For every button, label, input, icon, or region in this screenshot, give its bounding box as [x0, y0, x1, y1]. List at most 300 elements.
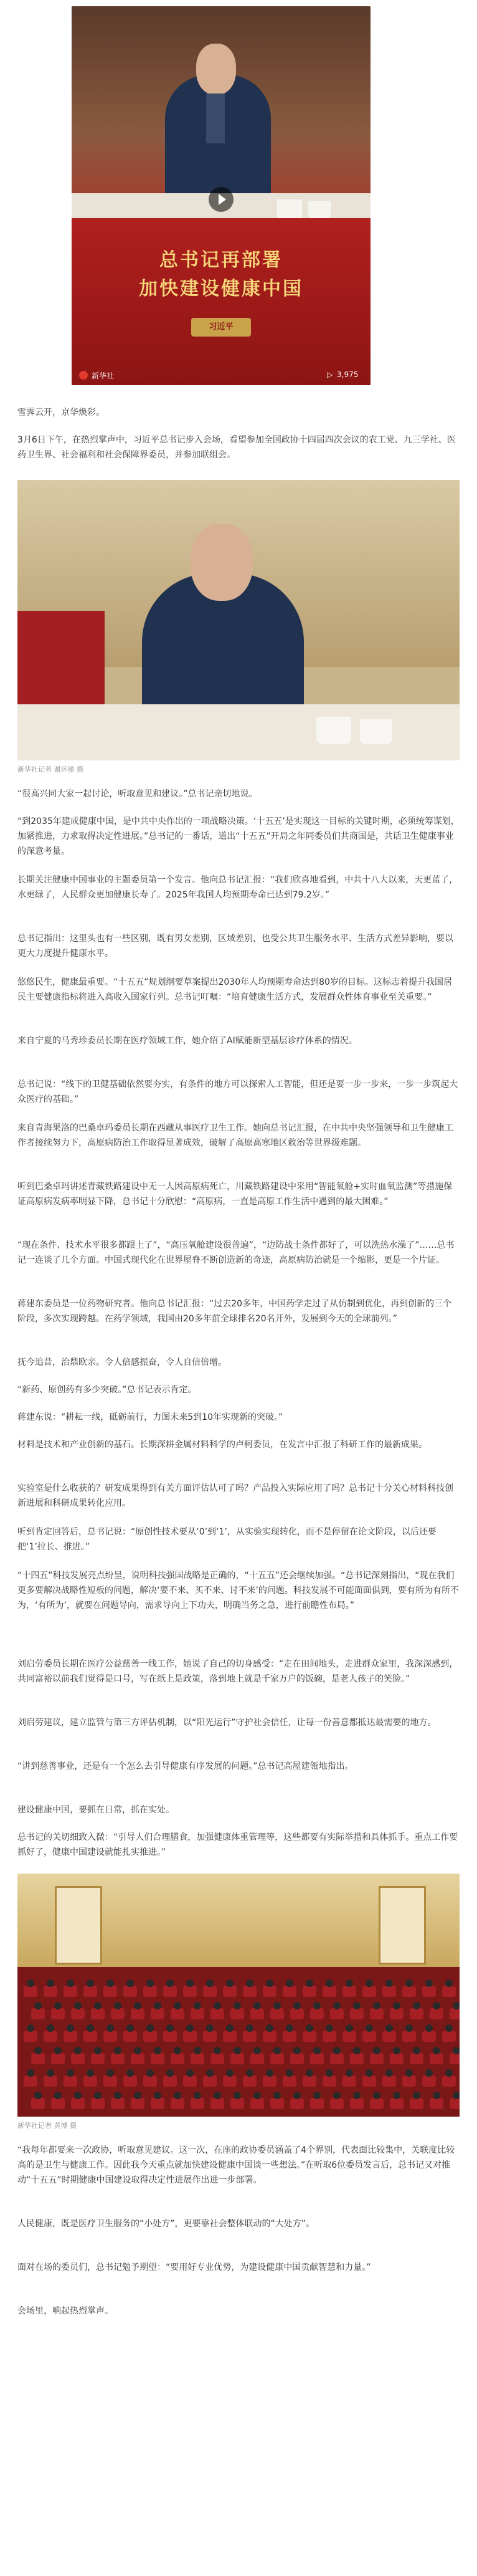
attendee	[134, 2092, 141, 2099]
paragraph: 总书记说：“线下的卫健基础依然要夯实，有条件的地方可以探索人工智能，但还是要一步一步来，一步一步筑起大众医疗的基础。”	[17, 1080, 458, 1104]
hall-seat	[310, 2053, 324, 2064]
attendee	[114, 2047, 121, 2054]
hall-seat	[422, 1986, 436, 1997]
hall-seat	[350, 2008, 364, 2019]
hall-seat	[290, 2053, 304, 2064]
attendee	[34, 2092, 42, 2099]
attendee	[106, 2069, 114, 2077]
attendee	[413, 2002, 420, 2009]
attendee	[174, 2092, 181, 2099]
hall-seat	[44, 1986, 57, 1997]
attendee	[67, 1980, 74, 1987]
hall-seat	[44, 2076, 57, 2087]
paragraph: 会场里，响起热烈掌声。	[17, 2306, 113, 2316]
hall-seat	[303, 1986, 316, 1997]
hall-seat	[123, 2031, 137, 2042]
attendee	[47, 2024, 54, 2032]
hall-seat	[151, 2053, 164, 2064]
hall-seat	[442, 2031, 456, 2042]
attendee	[67, 2024, 74, 2032]
attendee	[385, 2069, 393, 2077]
video-info-bar	[72, 365, 371, 385]
hall-seat	[442, 1986, 456, 1997]
attendee	[234, 2002, 241, 2009]
attendee	[154, 2002, 161, 2009]
hall-seat	[51, 2053, 65, 2064]
attendee	[174, 2002, 181, 2009]
attendee	[54, 2002, 62, 2009]
hall-seat	[103, 2076, 117, 2087]
hall-seat	[131, 2008, 144, 2019]
hall-seat	[24, 2076, 37, 2087]
attendee	[445, 2024, 453, 2032]
paragraph: “我每年都要来一次政协，听取意见建议。这一次，在座的政协委员涵盖了4个界别，代表面比较集中，关联度比较高的是卫生与健康工作。因此我今天重点就加快建设健康中国谈一些想法。”在听取6位委员发言后，总书记又对推动“十五五”时期健康中国建设取得决定性进展作出进一步部署。	[17, 2145, 455, 2185]
attendee	[146, 2069, 154, 2077]
attendee	[186, 2069, 194, 2077]
video-title-panel	[72, 218, 371, 385]
video-source: 新华社	[92, 371, 115, 380]
hall-seat	[44, 2031, 57, 2042]
paragraph: 听到巴桑卓玛讲述青藏铁路建设中无一人因高原病死亡，川藏铁路建设中采用“智能氧舱+实时血氧监测”等措施保证高原病发病率明显下降，总书记十分欣慰：“高原病，一直是高原工作生活中遇到的最大困难。”	[17, 1182, 453, 1207]
attendee	[134, 2047, 141, 2054]
hall-seat	[270, 2098, 284, 2109]
attendee	[373, 2047, 380, 2054]
hall-seat	[430, 2008, 443, 2019]
attendee	[433, 2002, 440, 2009]
attendee	[54, 2047, 62, 2054]
hall-seat	[64, 2031, 77, 2042]
attendee	[346, 2069, 353, 2077]
attendee	[154, 2092, 161, 2099]
attendee	[306, 2069, 313, 2077]
video-title-line1: 总书记再部署	[159, 249, 283, 271]
paragraph: 总书记指出：这里头也有一些区别，既有男女差别，区域差别，也受公共卫生服务水平、生活方式差异影响，要以更大力度提升健康水平。	[17, 934, 453, 959]
attendee	[146, 2024, 154, 2032]
hall-seat	[230, 2098, 244, 2109]
hall-seat	[111, 2098, 125, 2109]
attendee	[333, 2002, 341, 2009]
attendee	[166, 2024, 174, 2032]
hall-seat	[330, 2053, 344, 2064]
attendee	[413, 2047, 420, 2054]
hall-seat	[250, 2053, 264, 2064]
hall-seat	[191, 2098, 204, 2109]
hall-seat	[323, 1986, 336, 1997]
attendee	[54, 2092, 62, 2099]
attendee	[234, 2047, 241, 2054]
hall-seat	[370, 2008, 384, 2019]
paragraph: “很高兴同大家一起讨论，听取意见和建议。”总书记亲切地说。	[17, 789, 258, 799]
attendee	[226, 1980, 234, 1987]
photo-caption: 新华社记者 黄博 摄	[17, 2122, 77, 2130]
hall-seat	[323, 2031, 336, 2042]
paragraph: 蒋建东说：“耕耘一线，砥砺前行，力图未来5到10年实现新的突破。”	[17, 1412, 283, 1422]
attendee	[313, 2002, 321, 2009]
attendee	[346, 2024, 353, 2032]
hall-seat	[442, 2076, 456, 2087]
hall-seat	[330, 2008, 344, 2019]
play-icon[interactable]	[209, 187, 234, 212]
attendee	[114, 2002, 121, 2009]
attendee	[186, 2024, 194, 2032]
attendee	[87, 2024, 94, 2032]
hall-seat	[330, 2098, 344, 2109]
hall-seat	[263, 1986, 276, 1997]
paragraph: 雪霁云开，京华焕彩。	[17, 408, 105, 418]
attendee	[273, 2047, 281, 2054]
attendee	[433, 2092, 440, 2099]
attendee	[166, 2069, 174, 2077]
hall-seat	[223, 1986, 237, 1997]
paragraph: 蒋建东委员是一位药物研究者。他向总书记汇报：“过去20多年，中国药学走过了从仿制到优化，再到创新的三个阶段，多次实现跨越。在药学领域，我国由20多年前全球排名20名开外，发展到今天的全球前列。”	[17, 1299, 452, 1324]
hall-seat	[31, 2008, 45, 2019]
hall-seat	[243, 2031, 257, 2042]
attendee	[266, 2024, 273, 2032]
hall-seat	[323, 2076, 336, 2087]
paragraph: 材料是技术和产业创新的基石。长期深耕金属材料科学的卢柯委员，在发言中汇报了科研工作的最新成果。	[17, 1440, 427, 1450]
attendee	[174, 2047, 181, 2054]
hall-seat	[123, 2076, 137, 2087]
attendee	[246, 1980, 253, 1987]
attendee	[206, 2024, 214, 2032]
video-photo	[72, 6, 371, 218]
hall-seat	[111, 2008, 125, 2019]
hall-seat	[171, 2053, 184, 2064]
hall-seat	[382, 2076, 396, 2087]
attendee	[34, 2002, 42, 2009]
hall-seat	[402, 2076, 416, 2087]
hall-seat	[303, 2031, 316, 2042]
hall-seat	[422, 2031, 436, 2042]
attendee	[293, 2092, 301, 2099]
attendee	[366, 2024, 373, 2032]
attendee	[206, 1980, 214, 1987]
attendee	[425, 2024, 433, 2032]
hall-seat	[402, 1986, 416, 1997]
hall-seat	[290, 2098, 304, 2109]
paragraph: 来自青海果洛的巴桑卓玛委员长期在西藏从事医疗卫生工作。她向总书记汇报，在中共中央坚强领导和卫生健康工作者接续努力下，高原病防治工作取得显著成效，破解了高原高寒地区救治等世界级难题。	[17, 1123, 453, 1148]
attendee	[326, 2024, 333, 2032]
attendee	[87, 1980, 94, 1987]
hall-seat	[143, 1986, 157, 1997]
hall-seat	[390, 2053, 404, 2064]
hall-seat	[342, 2076, 356, 2087]
hall-seat	[210, 2053, 224, 2064]
attendee	[453, 2047, 460, 2054]
attendee	[405, 1980, 413, 1987]
attendee	[34, 2047, 42, 2054]
hall-seat	[402, 2031, 416, 2042]
hall-seat	[171, 2008, 184, 2019]
hall-seat	[243, 1986, 257, 1997]
hall-seat	[31, 2053, 45, 2064]
attendee	[313, 2092, 321, 2099]
hall-seat	[183, 2031, 197, 2042]
attendee	[306, 1980, 313, 1987]
attendee	[326, 1980, 333, 1987]
attendee	[453, 2002, 460, 2009]
attendee	[246, 2069, 253, 2077]
hall-seat	[131, 2098, 144, 2109]
hall-seat	[310, 2098, 324, 2109]
attendee	[47, 1980, 54, 1987]
brand-seal: 习近平	[191, 318, 251, 337]
hall-seat	[382, 2031, 396, 2042]
hall-seat	[91, 2098, 105, 2109]
attendee	[47, 2069, 54, 2077]
hall-seat	[210, 2098, 224, 2109]
hall-seat	[151, 2008, 164, 2019]
attendee	[445, 2069, 453, 2077]
paragraph: “到2035年建成健康中国，是中共中央作出的一项战略决策。‘十五五’是实现这一目标的关键时期，必须统筹谋划，加紧推进，力求取得决定性进展。”总书记的一番话，道出“十五五”开局之年同委员们共商国是，共话卫生健康事业的深意考量。	[17, 816, 460, 856]
hall-seat	[111, 2053, 125, 2064]
attendee	[253, 2002, 261, 2009]
source-logo-icon	[79, 371, 88, 380]
hall-seat	[203, 2031, 217, 2042]
attendee	[206, 2069, 214, 2077]
hall-seat	[123, 1986, 137, 1997]
hall-seat	[151, 2098, 164, 2109]
attendee	[114, 2092, 121, 2099]
hall-seat	[143, 2031, 157, 2042]
hall-seat	[230, 2008, 244, 2019]
paragraph: 刘启劳建议，建立监管与第三方评估机制，以“阳光运行”守护社会信任，让每一份善意都抵达最需要的地方。	[17, 1718, 437, 1728]
attendee	[74, 2092, 82, 2099]
attendee	[373, 2002, 380, 2009]
hall-seat	[183, 1986, 197, 1997]
hall-seat	[342, 1986, 356, 1997]
hall-seat	[263, 2031, 276, 2042]
hall-seat	[143, 2076, 157, 2087]
attendee	[333, 2092, 341, 2099]
hall-seat	[51, 2008, 65, 2019]
hall-seat	[382, 1986, 396, 1997]
attendee	[425, 1980, 433, 1987]
hall-seat	[450, 2008, 460, 2019]
attendee	[186, 1980, 194, 1987]
attendee	[273, 2092, 281, 2099]
attendee	[94, 2047, 102, 2054]
attendee	[405, 2069, 413, 2077]
attendee	[214, 2047, 221, 2054]
attendee	[405, 2024, 413, 2032]
paragraph: “现在条件、技术水平很多都跟上了”，“高压氧舱建设很普遍”，“边防战士条件都好了，可以洗热水澡了”……总书记一连谈了几个方面。中国式现代化在世界屋脊不断创造新的奇迹，高原病防治就是一个缩影，更是一个片证。	[17, 1240, 455, 1265]
hall-seat	[24, 1986, 37, 1997]
attendee	[425, 2069, 433, 2077]
hall-seat	[163, 2076, 177, 2087]
video-title-line2: 加快建设健康中国	[139, 278, 303, 300]
paragraph: 来自宁夏的马秀珍委员长期在医疗领域工作，她介绍了AI赋能新型基层诊疗体系的情况。	[17, 1036, 357, 1046]
hall-seat	[410, 2053, 423, 2064]
attendee	[226, 2024, 234, 2032]
hall-seat	[163, 1986, 177, 1997]
attendee	[385, 2024, 393, 2032]
hall-seat	[203, 2076, 217, 2087]
hall-seat	[410, 2098, 423, 2109]
attendee	[74, 2047, 82, 2054]
hall-seat	[270, 2053, 284, 2064]
hall-seat	[171, 2098, 184, 2109]
paragraph: “十四五”科技发展亮点纷呈，说明科技强国战略是正确的，“十五五”还会继续加强。“总书记深刻指出，“现在我们更多要解决战略性短板的问题，解决‘要不来、买不来、讨不来’的问题。科技发展不可能面面俱到，要有所为有所不为，‘有所为’，就要在问题导向，需求导向上下功夫，明确当务之急，进行前瞻性布局。”	[17, 1571, 459, 1611]
attendee	[353, 2047, 361, 2054]
hall-seat	[24, 2031, 37, 2042]
hall-seat	[71, 2008, 85, 2019]
attendee	[393, 2002, 400, 2009]
hall-seat	[83, 2076, 97, 2087]
hall-seat	[390, 2098, 404, 2109]
attendee	[445, 1980, 453, 1987]
attendee	[385, 1980, 393, 1987]
attendee	[226, 2069, 234, 2077]
attendee	[413, 2092, 420, 2099]
hall-seat	[430, 2053, 443, 2064]
attendee	[87, 2069, 94, 2077]
paragraph: 建设健康中国，要抓在日常，抓在实处。	[17, 1805, 174, 1815]
hall-seat	[250, 2008, 264, 2019]
attendee	[94, 2092, 102, 2099]
attendee	[194, 2047, 201, 2054]
paragraph: 人民健康，既是医疗卫生服务的“小处方”，更要靠社会整体联动的“大处方”。	[17, 2219, 315, 2229]
attendee	[166, 1980, 174, 1987]
paragraph: 听到肯定回答后，总书记说：“原创性技术要从‘0’到‘1’，从实验实现转化，而不是停留在论文阶段，以后还要把‘1’拉长、推进。”	[17, 1527, 437, 1552]
paragraph: “讲到慈善事业，还是有一个怎么去引导健康有序发展的问题。”总书记高屋建瓴地指出。	[17, 1761, 354, 1771]
paragraph: 抚今追昔，治鼎欧亲。令人倍感振奋，令人自信倍增。	[17, 1357, 227, 1367]
hall-seat	[303, 2076, 316, 2087]
attendee	[393, 2092, 400, 2099]
hall-seat	[450, 2098, 460, 2109]
paragraph: 刘启劳委员长期在医疗公益慈善一线工作，她说了自己的切身感受：“走在田间地头，走进群众家里，我深深感到，共同富裕以前我们觉得是口号，写在纸上是政策，落到地上就是千家万户的饭碗，是老人孩子的笑脸。”	[17, 1659, 458, 1684]
hall-seat	[390, 2008, 404, 2019]
attendee	[106, 2024, 114, 2032]
hall-seat	[450, 2053, 460, 2064]
hall-seat	[250, 2098, 264, 2109]
paragraph: 总书记的关切细致入微：“引导人们合理膳食，加强健康体重管理等，这些都要有实际举措和具体抓手。重点工作要抓好了，健康中国建设就能扎实推进。”	[17, 1832, 458, 1857]
video-views: 3,975	[337, 370, 359, 379]
paragraph: 面对在场的委员们，总书记勉予期望：“要用好专业优势，为建设健康中国贡献智慧和力量。”	[17, 2262, 371, 2272]
attendee	[94, 2002, 102, 2009]
hall-seat	[223, 2076, 237, 2087]
article-photo-1	[17, 480, 460, 760]
attendee	[393, 2047, 400, 2054]
attendee	[366, 1980, 373, 1987]
paragraph: 实验室是什么收获的？研发成果得到有关方面评估认可了吗？产品投入实际应用了吗？总书记十分关心材料科技创新进展和科研成果转化应用。	[17, 1483, 453, 1508]
hall-seat	[362, 2031, 376, 2042]
hall-seat	[362, 2076, 376, 2087]
hall-seat	[370, 2098, 384, 2109]
attendee	[146, 1980, 154, 1987]
attendee	[67, 2069, 74, 2077]
hall-seat	[183, 2076, 197, 2087]
attendee	[286, 1980, 293, 1987]
attendee	[234, 2092, 241, 2099]
attendee	[353, 2092, 361, 2099]
attendee	[266, 1980, 273, 1987]
attendee	[373, 2092, 380, 2099]
attendee	[194, 2092, 201, 2099]
attendee	[433, 2047, 440, 2054]
attendee	[273, 2002, 281, 2009]
attendee	[286, 2024, 293, 2032]
hall-seat	[342, 2031, 356, 2042]
hall-seat	[103, 1986, 117, 1997]
hall-seat	[263, 2076, 276, 2087]
hall-seat	[310, 2008, 324, 2019]
hall-seat	[370, 2053, 384, 2064]
hall-seat	[91, 2053, 105, 2064]
attendee	[126, 1980, 134, 1987]
hall-seat	[410, 2008, 423, 2019]
attendee	[253, 2047, 261, 2054]
attendee	[353, 2002, 361, 2009]
hall-seat	[83, 1986, 97, 1997]
attendee	[453, 2092, 460, 2099]
hall-seat	[64, 1986, 77, 1997]
hall-seat	[422, 2076, 436, 2087]
attendee	[333, 2047, 341, 2054]
hall-seat	[210, 2008, 224, 2019]
attendee	[306, 2024, 313, 2032]
attendee	[126, 2024, 134, 2032]
hall-seat	[103, 2031, 117, 2042]
attendee	[326, 2069, 333, 2077]
attendee	[126, 2069, 134, 2077]
video-card[interactable]	[72, 6, 371, 385]
attendee	[346, 1980, 353, 1987]
photo-caption: 新华社记者 谢环驰 摄	[17, 765, 83, 773]
hall-seat	[350, 2053, 364, 2064]
attendee	[266, 2069, 273, 2077]
attendee	[214, 2002, 221, 2009]
hall-seat	[83, 2031, 97, 2042]
article-photo-2	[17, 1874, 460, 2117]
attendee	[214, 2092, 221, 2099]
hall-seat	[31, 2098, 45, 2109]
hall-seat	[290, 2008, 304, 2019]
hall-seat	[270, 2008, 284, 2019]
hall-seat	[131, 2053, 144, 2064]
paragraph: 悠悠民生，健康最重要。“十五五”规划纲要草案提出2030年人均预期寿命达到80岁的目标。这标志着提升我国居民主要健康指标将进入高收入国家行列。总书记叮嘱：“培育健康生活方式，发展群众性体育事业至关重要。”	[17, 977, 452, 1002]
attendee	[286, 2069, 293, 2077]
attendee	[106, 1980, 114, 1987]
hall-seat	[230, 2053, 244, 2064]
hall-seat	[283, 1986, 296, 1997]
hall-seat	[163, 2031, 177, 2042]
hall-seat	[191, 2053, 204, 2064]
attendee	[27, 1980, 34, 1987]
views-icon: ▷	[327, 370, 333, 379]
attendee	[293, 2047, 301, 2054]
hall-seat	[430, 2098, 443, 2109]
hall-seat	[243, 2076, 257, 2087]
attendee	[366, 2069, 373, 2077]
hall-seat	[71, 2053, 85, 2064]
hall-seat	[283, 2076, 296, 2087]
attendee	[246, 2024, 253, 2032]
attendee	[134, 2002, 141, 2009]
attendee	[74, 2002, 82, 2009]
attendee	[313, 2047, 321, 2054]
hall-seat	[64, 2076, 77, 2087]
hall-seat	[203, 1986, 217, 1997]
hall-seat	[362, 1986, 376, 1997]
attendee	[194, 2002, 201, 2009]
paragraph: 3月6日下午，在热烈掌声中，习近平总书记步入会场，看望参加全国政协十四届四次会议的农工党、九三学社、医药卫生界、社会福利和社会保障界委员，并参加联组会。	[17, 435, 456, 460]
hall-seat	[51, 2098, 65, 2109]
hall-seat	[91, 2008, 105, 2019]
paragraph: “新药、原创药有多少突破。”总书记表示肯定。	[17, 1385, 197, 1395]
attendee	[253, 2092, 261, 2099]
attendee	[293, 2002, 301, 2009]
